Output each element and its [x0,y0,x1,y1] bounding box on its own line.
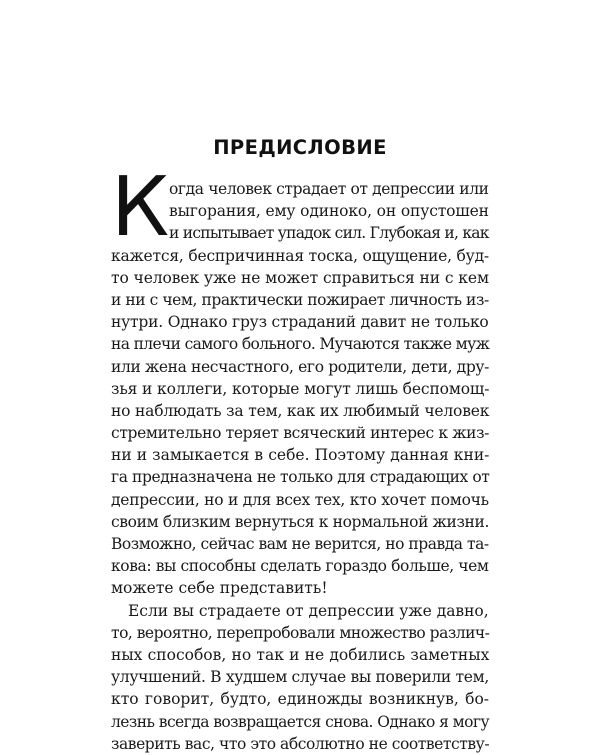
text-line: но наблюдать за тем, как их любимый человек [111,401,490,420]
text-line: кажется, беспричинная тоска, ощущение, буд- [111,246,489,265]
text-line: заверить вас, что это абсолютно не соответству- [111,734,490,753]
text-line: лезнь всегда возвращается снова. Однако я могу [111,712,490,731]
drop-cap-letter: К [111,160,170,255]
text-line: на плечи самого больного. Мучаются также муж [111,335,490,354]
text-line: кова: вы способны сделать гораздо больше, чем [111,557,489,576]
text-line: огда человек страдает от депрессии или [169,180,489,198]
text-line: выгорания, ему одиноко, он опустошен [169,202,489,221]
text-line: депрессии, но и для всех тех, кто хочет помочь [111,490,489,509]
body-text [111,160,490,755]
text-line: то, вероятно, перепробовали множество различ- [111,623,490,642]
text-line: га предназначена не только для страдающих от [111,468,490,487]
text-line: улучшений. В худшем случае вы поверили тем, [111,668,489,687]
text-line: стремительно теряет всяческий интерес к жиз- [111,424,490,443]
text-line: Если вы страдаете от депрессии уже давно, [128,601,489,620]
text-line: можете себе представить! [111,579,328,598]
text-line: то человек уже не может справиться ни с кем [111,268,489,287]
text-line: кто говорит, будто, единожды возникнув, бо- [111,690,490,709]
text-line: и испытывает упадок сил. Глубокая и, как [169,224,489,243]
text-line: и ни с чем, практически пожирает личность из- [111,290,489,309]
text-line: ных способов, но так и не добились заметных [111,645,490,664]
text-line: нутри. Однако груз страданий давит не только [111,313,489,332]
text-line: зья и коллеги, которые могут лишь беспомощ- [111,379,490,398]
text-line: Возможно, сейчас вам не верится, но правда та- [111,535,489,553]
text-line: или жена несчастного, его родители, дети, дру- [111,357,490,376]
chapter-title: ПРЕДИСЛОВИЕ [213,136,387,159]
text-line: ни и замыкается в себе. Поэтому данная кни- [111,446,490,465]
text-line: своим близким вернуться к нормальной жизни. [111,512,490,531]
